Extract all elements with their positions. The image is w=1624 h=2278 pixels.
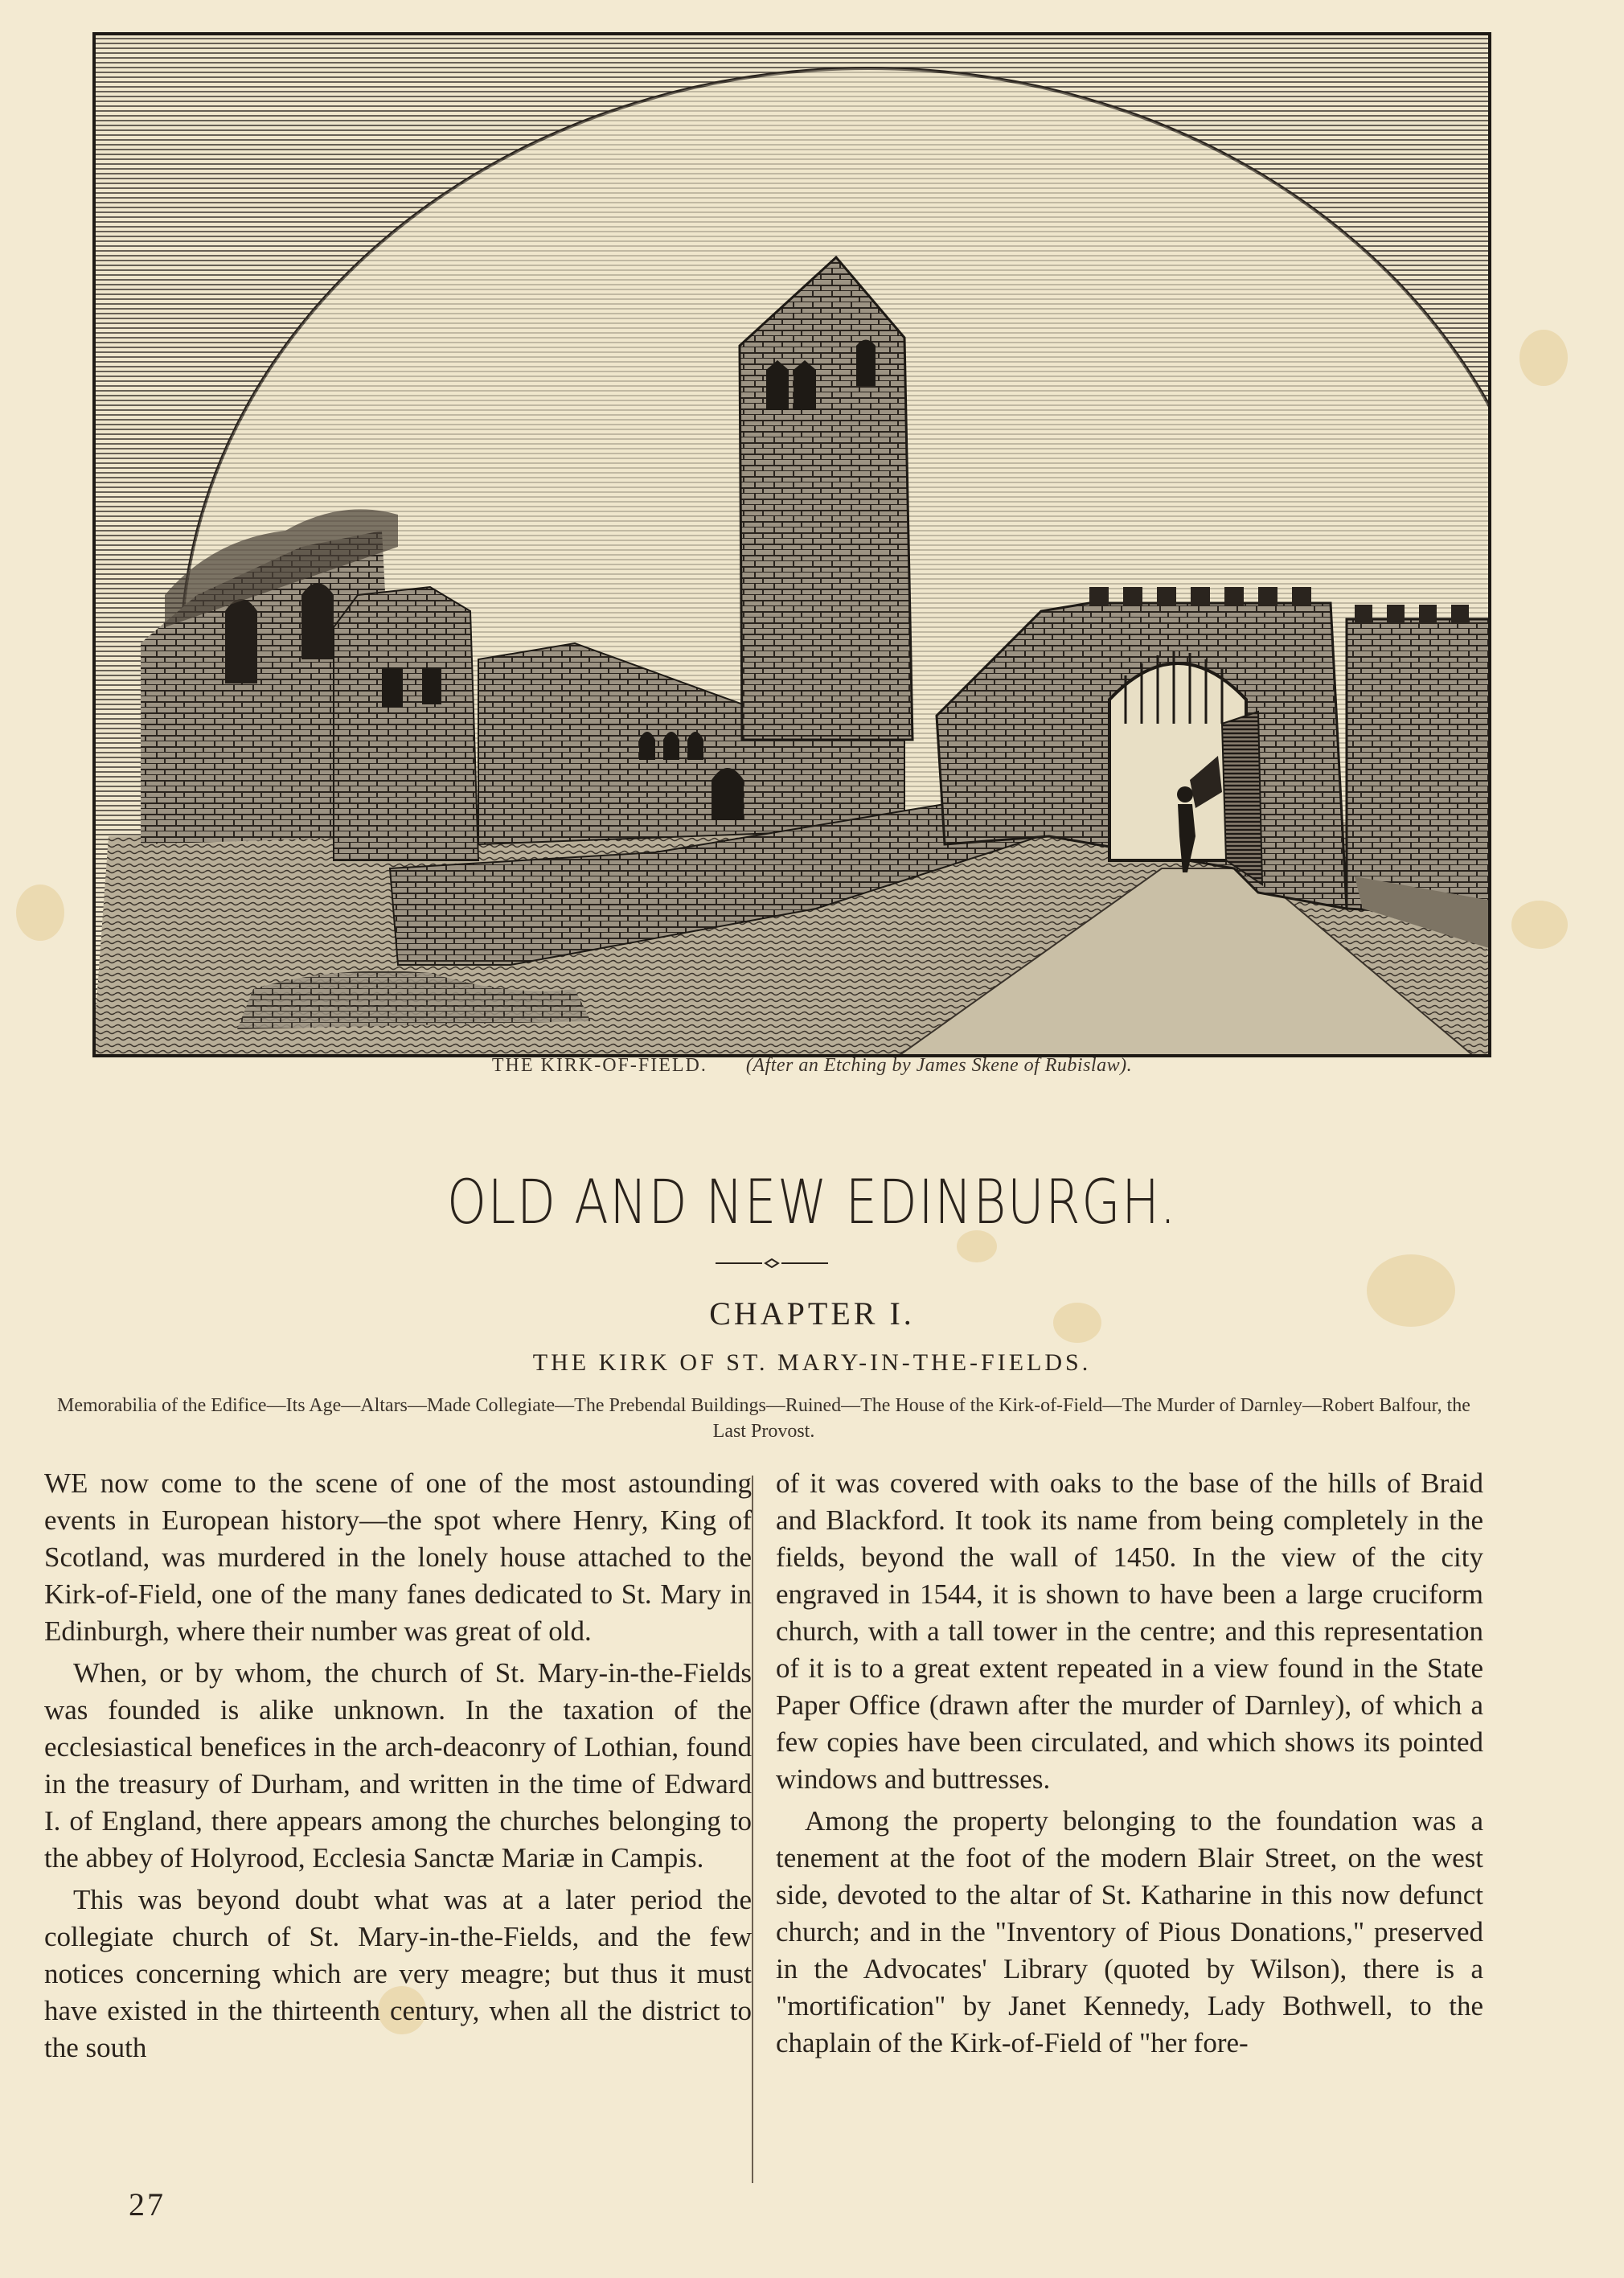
illustration-caption <box>0 1055 1624 1077</box>
text-column-right <box>776 1465 1483 2062</box>
paragraph: WE now come to the scene of one of the most astounding events in European history—the spot where Henry, King of Scotland, was murdered in the lonely house attached to the Kirk-of-Field, one of the many fanes dedicated to St. Mary in Edinburgh, where their number was great of old. <box>44 1467 752 1647</box>
paragraph: This was beyond doubt what was at a later period the collegiate church of St. Mary-in-the-Fields, and the few notices concerning which are very meagre; but thus it must have existed in the thirteenth century, when all the district to the south <box>44 1884 752 2063</box>
chapter-subtitle: THE KIRK OF ST. MARY-IN-THE-FIELDS. <box>532 1349 1092 1376</box>
foxing-stain <box>1511 901 1568 949</box>
paragraph: When, or by whom, the church of St. Mary-in-the-Fields was founded is alike unknown. In the taxation of the ecclesiastical benefices in the arch-deaconry of Lothian, found in the treasury of Durham, and written in the time of Edward I. of England, there appears among the churches belonging to the abbey of Holyrood, Ecclesia Sanctæ Mariæ in Campis. <box>44 1657 752 1874</box>
kirk-of-field-engraving <box>92 32 1491 1057</box>
caption-credit: (After an Etching by James Skene of Rubislaw). <box>745 1055 1133 1076</box>
text-column-left <box>44 1465 752 2067</box>
chapter-synopsis: Memorabilia of the Edifice—Its Age—Altars—Made Collegiate—The Prebendal Buildings—Ruined—The House of the Kirk-of-Field—The Murder of Darnley—Robert Balfour, the Last Provost. <box>57 1395 1470 1442</box>
foxing-stain <box>1519 330 1568 386</box>
title-ornament-rule <box>716 1258 828 1268</box>
chapter-label: CHAPTER I. <box>709 1295 915 1332</box>
paragraph: of it was covered with oaks to the base of the hills of Braid and Blackford. It took its name from being completely in the fields, beyond the wall of 1450. In the view of the city engraved in 1544, it is shown to have been a large cruciform church, with a tall tower in the centre; and this representation of it is to a great extent repeated in a view found in the State Paper Office (drawn after the murder of Darnley), of which a few copies have been circulated, and which shows its pointed windows and buttresses. <box>776 1467 1483 1795</box>
caption-title: THE KIRK-OF-FIELD. <box>491 1055 707 1076</box>
column-divider <box>752 1476 753 2183</box>
foxing-stain <box>16 885 64 941</box>
book-title: OLD AND NEW EDINBURGH. <box>446 1166 1178 1238</box>
page-number: 27 <box>129 2186 166 2223</box>
paragraph: Among the property belonging to the foundation was a tenement at the foot of the modern Blair Street, on the west side, devoted to the altar of St. Katharine in this now defunct church; and in the "Inventory of Pious Donations," preserved in the Advocates' Library (quoted by Wilson), there is a "mortification" by Janet Kennedy, Lady Bothwell, to the chaplain of the Kirk-of-Field of "her fore- <box>776 1805 1483 2058</box>
